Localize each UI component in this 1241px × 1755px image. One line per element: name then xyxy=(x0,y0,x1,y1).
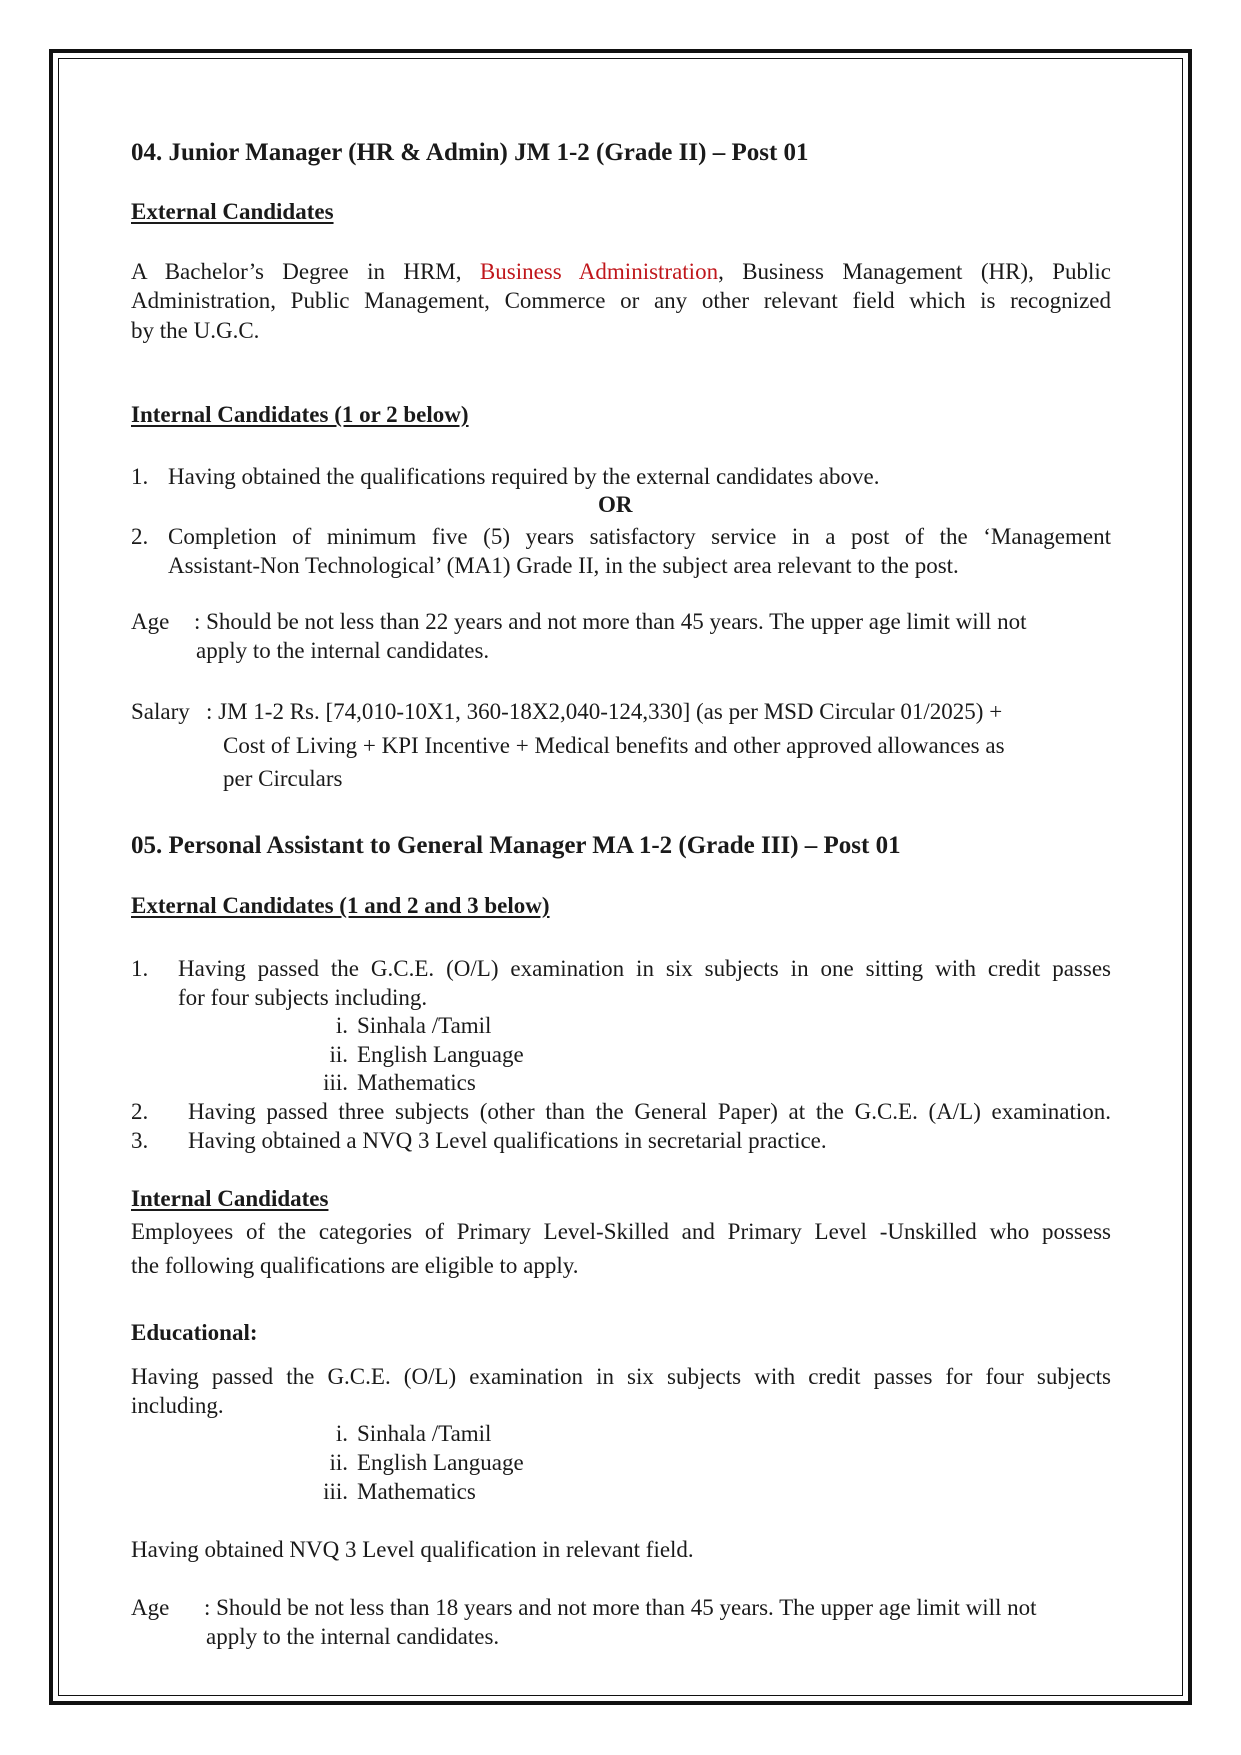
s04-salary-label: Salary xyxy=(131,699,190,724)
s05-ext-sub-2-num: ii. xyxy=(329,1042,348,1067)
s05-edu-sub-3-num: iii. xyxy=(323,1479,348,1504)
s04-external-line-2: Administration, Public Management, Commerce or any other relevant field which is recognized xyxy=(131,288,1111,313)
s04-int-item-2-num: 2. xyxy=(131,524,149,549)
s04-age-label: Age xyxy=(131,609,170,634)
s04-int-item-1-num: 1. xyxy=(131,464,149,489)
s05-internal-title: Internal Candidates xyxy=(131,1186,329,1211)
s04-external-title: External Candidates xyxy=(131,199,334,224)
s05-edu-sub-2-text: English Language xyxy=(357,1450,524,1475)
s05-external-title: External Candidates (1 and 2 and 3 below) xyxy=(131,893,550,918)
s05-edu-sub-2-num: ii. xyxy=(329,1450,348,1475)
s05-ext-sub-2-text: English Language xyxy=(357,1042,524,1067)
s04-int-item-1-text: Having obtained the qualifications required by the external candidates above. xyxy=(168,464,880,489)
section-05-heading: 05. Personal Assistant to General Manager MA 1-2 (Grade III) – Post 01 xyxy=(131,832,901,859)
s05-internal-line-2: the following qualifications are eligible to apply. xyxy=(131,1253,579,1278)
section-04-heading: 04. Junior Manager (HR & Admin) JM 1-2 (Grade II) – Post 01 xyxy=(131,139,809,166)
s05-ext-item-3-num: 3. xyxy=(131,1128,149,1153)
s05-educational-line-2: including. xyxy=(131,1393,224,1418)
s05-age-line-1: : Should be not less than 18 years and not more than 45 years. The upper age limit will not xyxy=(204,1595,1037,1620)
s05-educational-title: Educational: xyxy=(131,1320,258,1345)
s05-ext-sub-1-text: Sinhala /Tamil xyxy=(357,1013,492,1038)
s05-ext-item-1-line-2: for four subjects including. xyxy=(178,985,428,1010)
s05-ext-item-2-text: Having passed three subjects (other than the General Paper) at the G.C.E. (A/L) examination. xyxy=(188,1099,1111,1124)
s04-age-line-1: : Should be not less than 22 years and not more than 45 years. The upper age limit will not xyxy=(194,609,1027,634)
s04-ext-text-b: , Business Management (HR), Public xyxy=(718,259,1112,284)
s05-edu-sub-3-text: Mathematics xyxy=(357,1479,476,1504)
s05-edu-sub-1-num: i. xyxy=(335,1421,348,1446)
s04-or: OR xyxy=(598,492,633,517)
s05-age-line-2: apply to the internal candidates. xyxy=(206,1624,500,1649)
s05-nvq-text: Having obtained NVQ 3 Level qualification in relevant field. xyxy=(131,1537,694,1562)
s05-age-label: Age xyxy=(131,1595,170,1620)
s05-ext-item-1-num: 1. xyxy=(131,956,149,981)
s05-ext-sub-3-text: Mathematics xyxy=(357,1070,476,1095)
s04-age-line-2: apply to the internal candidates. xyxy=(196,638,490,663)
s05-ext-item-2-num: 2. xyxy=(131,1099,149,1124)
s04-external-line-1 xyxy=(131,257,1111,286)
s05-ext-sub-1-num: i. xyxy=(335,1013,348,1038)
s05-edu-sub-1-text: Sinhala /Tamil xyxy=(357,1421,492,1446)
s04-salary-line-2: Cost of Living + KPI Incentive + Medical benefits and other approved allowances as xyxy=(223,733,1005,758)
s04-ext-highlight: Business Administration xyxy=(479,259,719,284)
s05-ext-item-1-line-1: Having passed the G.C.E. (O/L) examination in six subjects in one sitting with credit passes xyxy=(178,956,1111,981)
s04-ext-text-a: A Bachelor’s Degree in HRM, xyxy=(131,259,462,284)
s05-educational-line-1: Having passed the G.C.E. (O/L) examination in six subjects with credit passes for four subjects xyxy=(131,1364,1111,1389)
s04-salary-line-1: : JM 1-2 Rs. [74,010-10X1, 360-18X2,040-124,330] (as per MSD Circular 01/2025) + xyxy=(206,699,1003,724)
s04-int-item-2-line-2: Assistant-Non Technological’ (MA1) Grade II, in the subject area relevant to the post. xyxy=(168,553,959,578)
s04-int-item-2-line-1: Completion of minimum five (5) years satisfactory service in a post of the ‘Management xyxy=(168,524,1111,549)
s04-internal-title: Internal Candidates (1 or 2 below) xyxy=(131,402,469,427)
s04-salary-line-3: per Circulars xyxy=(223,766,343,791)
s05-ext-sub-3-num: iii. xyxy=(323,1070,348,1095)
s05-ext-item-3-text: Having obtained a NVQ 3 Level qualifications in secretarial practice. xyxy=(188,1128,827,1153)
s05-internal-line-1: Employees of the categories of Primary Level-Skilled and Primary Level -Unskilled who possess xyxy=(131,1219,1111,1244)
s04-external-line-3: by the U.G.C. xyxy=(131,318,260,343)
